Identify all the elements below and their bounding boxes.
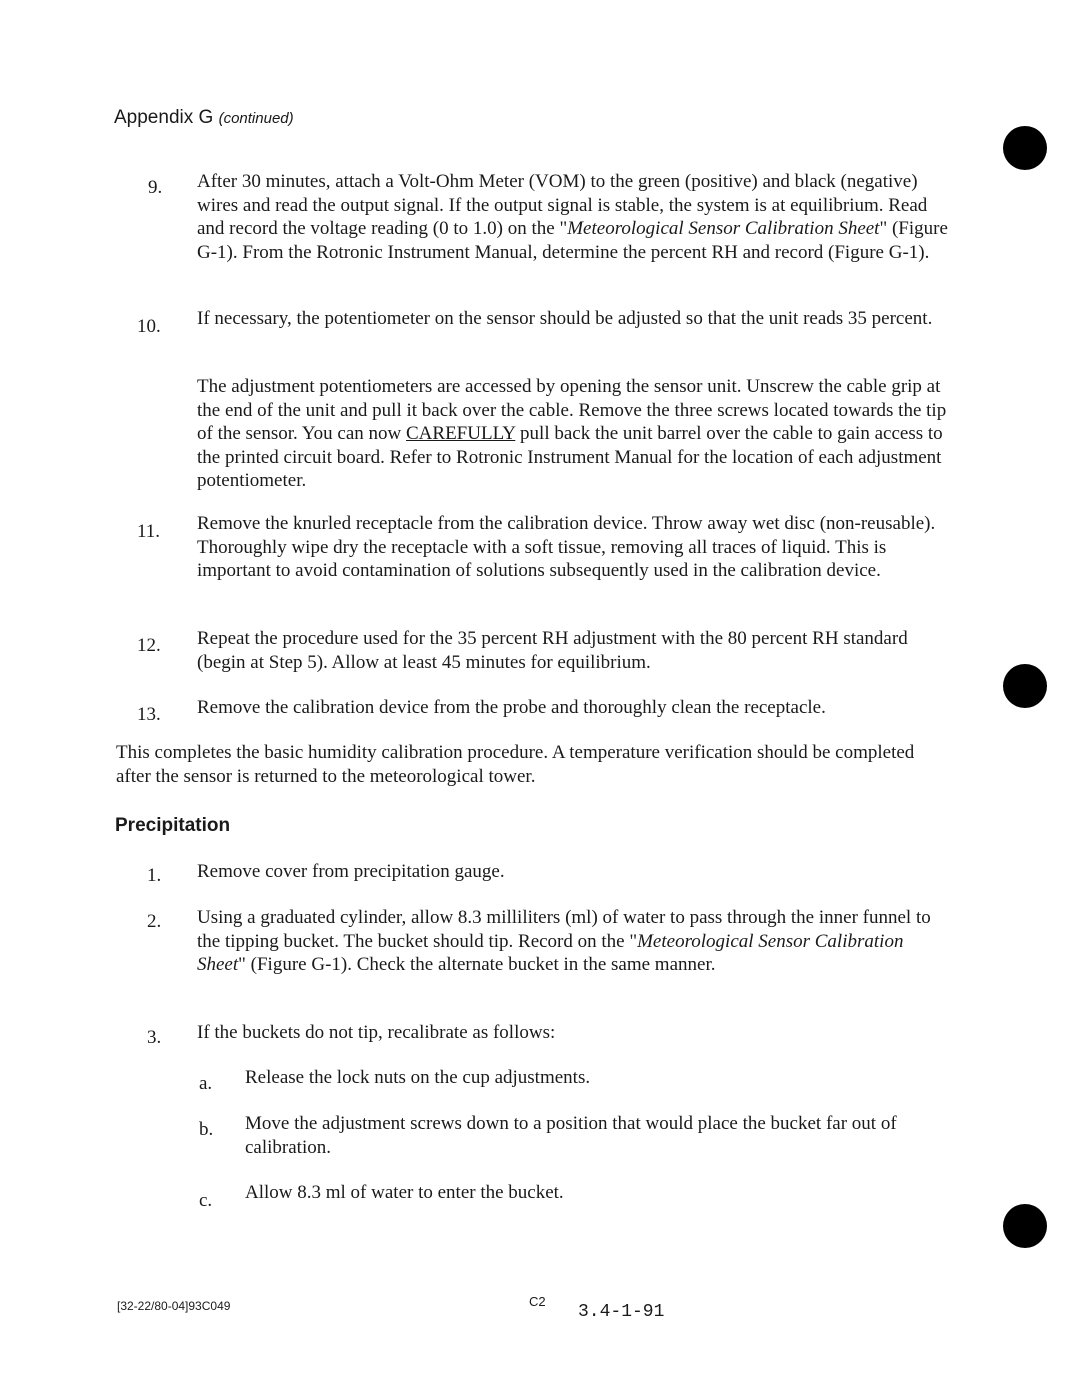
step-10-number: 10. bbox=[137, 316, 161, 337]
binder-hole-top bbox=[1003, 126, 1047, 170]
step-10-note bbox=[197, 375, 957, 493]
step-9-number: 9. bbox=[148, 177, 163, 198]
substep-b-text: Move the adjustment screws down to a position that would place the bucket far out of calibration. bbox=[245, 1113, 897, 1158]
precip-step-3-number: 3. bbox=[147, 1027, 162, 1048]
page-header bbox=[114, 107, 294, 129]
step-9-text bbox=[197, 170, 957, 264]
footer-document-id: [32-22/80-04]93C049 bbox=[117, 1299, 231, 1313]
step-12-text: Repeat the procedure used for the 35 percent RH adjustment with the 80 percent RH standard (begin at Step 5). Allow at least 45 minutes for equilibrium. bbox=[197, 628, 908, 673]
precip-step-2-text bbox=[197, 906, 957, 977]
precipitation-heading: Precipitation bbox=[115, 815, 231, 836]
step-10-text: If necessary, the potentiometer on the sensor should be adjusted so that the unit reads 35 percent. bbox=[197, 308, 933, 329]
step-10-note-b: pull back the unit barrel over the cable to gain access to the printed circuit board. Refer to Rotronic Instrument Manual for the location of each adjustment potentiometer. bbox=[197, 423, 943, 491]
binder-hole-bottom bbox=[1003, 1204, 1047, 1248]
substep-a-letter: a. bbox=[199, 1073, 213, 1094]
step-9-quote-open: " bbox=[559, 218, 568, 239]
header-title: Appendix G bbox=[114, 107, 214, 128]
substep-c-text: Allow 8.3 ml of water to enter the bucket. bbox=[245, 1182, 564, 1203]
substep-b-letter: b. bbox=[199, 1119, 214, 1140]
precip-step-2-text-b: " (Figure G-1). Check the alternate bucket in the same manner. bbox=[238, 954, 716, 975]
header-subtitle: (continued) bbox=[218, 110, 294, 127]
step-11-number: 11. bbox=[137, 521, 161, 542]
step-13-number: 13. bbox=[137, 704, 161, 725]
precip-step-1-number: 1. bbox=[147, 865, 162, 886]
substep-a-text: Release the lock nuts on the cup adjustments. bbox=[245, 1067, 591, 1088]
precip-step-2-text-a: Using a graduated cylinder, allow 8.3 milliliters (ml) of water to pass through the inner funnel to the tipping bucket. The bucket should tip. Record on the " bbox=[197, 907, 931, 952]
step-13-text: Remove the calibration device from the probe and thoroughly clean the receptacle. bbox=[197, 697, 826, 718]
step-9-text-a: After 30 minutes, attach a Volt-Ohm Meter (VOM) to the green (positive) and black (negative) wires and read the output signal. If the output signal is stable, the system is at equilibrium. Read and record the voltage reading (0 to 1.0) on the bbox=[197, 171, 928, 239]
step-10-note-emphasis: CAREFULLY bbox=[406, 423, 516, 444]
precip-step-1-text: Remove cover from precipitation gauge. bbox=[197, 861, 505, 882]
footer-page-number: C2 bbox=[529, 1294, 546, 1309]
step-12-number: 12. bbox=[137, 635, 161, 656]
footer-revision-code: 3.4-1-91 bbox=[578, 1302, 665, 1322]
step-9-text-b: " (Figure G-1). From the Rotronic Instrument Manual, determine the percent RH and record (Figure G-1). bbox=[197, 218, 948, 263]
step-10-note-a: The adjustment potentiometers are accessed by opening the sensor unit. Unscrew the cable grip at the end of the unit and pull it back over the cable. Remove the three screws located towards the tip of the sensor. You can now bbox=[197, 376, 947, 444]
precip-step-3-text: If the buckets do not tip, recalibrate as follows: bbox=[197, 1022, 556, 1043]
substep-c-letter: c. bbox=[199, 1190, 213, 1211]
binder-hole-middle bbox=[1003, 664, 1047, 708]
precip-step-2-number: 2. bbox=[147, 911, 162, 932]
step-11-text: Remove the knurled receptacle from the calibration device. Throw away wet disc (non-reusable). Thoroughly wipe dry the receptacle with a soft tissue, removing all traces of liquid. This is important to avoid contamination of solutions subsequently used in the calibration device. bbox=[197, 513, 936, 581]
closing-paragraph: This completes the basic humidity calibration procedure. A temperature verification should be completed after the sensor is returned to the meteorological tower. bbox=[116, 742, 915, 787]
step-9-sheet-title: Meteorological Sensor Calibration Sheet bbox=[567, 218, 880, 239]
precip-step-2-sheet-title: Meteorological Sensor Calibration Sheet bbox=[197, 930, 904, 975]
